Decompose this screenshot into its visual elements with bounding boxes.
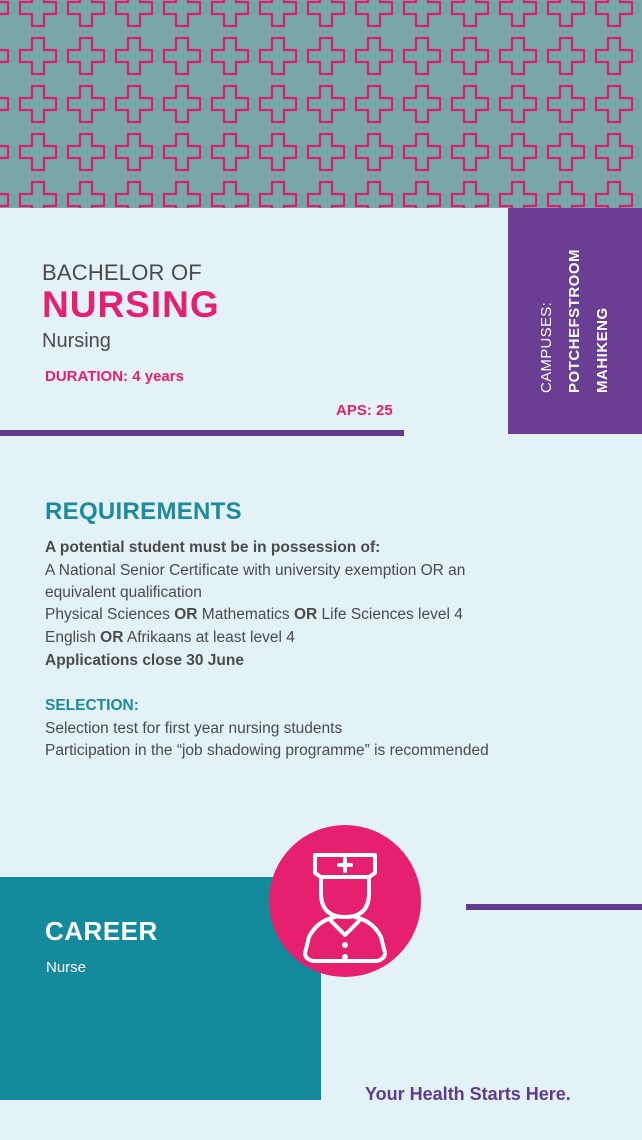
duration-label: DURATION: (45, 368, 129, 385)
medical-cross-icon (0, 0, 642, 208)
subject-physical-sciences: Physical Sciences (45, 606, 175, 623)
degree-prefix: BACHELOR OF (42, 260, 202, 285)
language-afrikaans: Afrikaans at least level 4 (123, 629, 295, 646)
campus-potchefstroom: POTCHEFSTROOM (566, 249, 583, 393)
or-keyword: OR (293, 606, 318, 623)
header-divider (0, 430, 404, 436)
degree-subtitle: Nursing (42, 330, 111, 352)
duration-value: 4 years (132, 368, 184, 385)
requirement-line-2: equivalent qualification (45, 584, 202, 601)
language-english: English (45, 629, 101, 646)
selection-line-2: Participation in the “job shadowing programme” is recommended (45, 742, 489, 759)
campuses-text (533, 249, 617, 393)
requirement-languages (45, 629, 295, 647)
nurse-icon (269, 825, 421, 977)
requirement-line-1: A National Senior Certificate with university exemption OR an (45, 562, 466, 579)
aps-score: APS: 25 (336, 402, 393, 419)
selection-line-1: Selection test for first year nursing students (45, 720, 343, 737)
applications-close: Applications close 30 June (45, 652, 244, 669)
subject-mathematics: Mathematics (197, 606, 294, 623)
subject-life-sciences: Life Sciences level 4 (317, 606, 463, 623)
requirements-heading: REQUIREMENTS (45, 498, 242, 525)
duration (45, 368, 184, 385)
or-keyword: OR (174, 606, 198, 623)
requirements-intro: A potential student must be in possession of: (45, 539, 381, 556)
career-heading: CAREER (45, 916, 158, 946)
campuses-label: CAMPUSES: (538, 301, 555, 393)
requirement-subjects (45, 606, 463, 624)
cross-pattern-banner (0, 0, 642, 208)
tagline: Your Health Starts Here. (365, 1084, 571, 1104)
career-divider (466, 904, 642, 910)
campus-mahikeng: MAHIKENG (594, 307, 611, 393)
career-item: Nurse (46, 959, 87, 976)
degree-title: NURSING (42, 284, 220, 325)
selection-heading: SELECTION: (45, 697, 139, 714)
campuses-panel (508, 208, 642, 434)
or-keyword: OR (100, 629, 124, 646)
